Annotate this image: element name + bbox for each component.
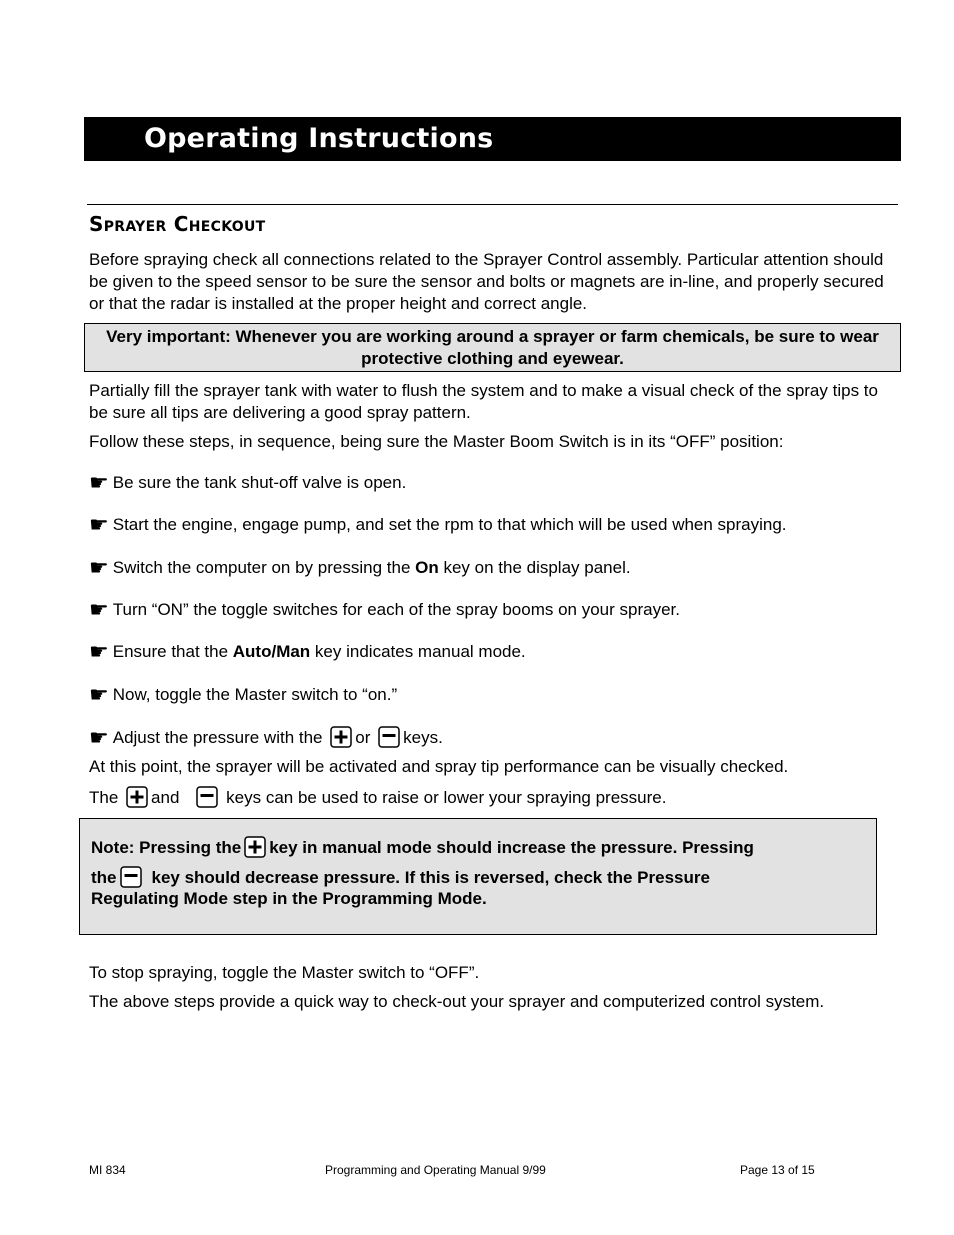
result-line: At this point, the sprayer will be activated and spray tip performance can be visually checked. (89, 757, 789, 776)
minus-key-icon (378, 726, 400, 748)
plus-key-icon (244, 836, 266, 858)
footer-manual-title: Programming and Operating Manual 9/99 (325, 1163, 546, 1177)
fill-paragraph: Partially fill the sprayer tank with water to flush the system and to make a visual check of the spray tips to be sure all tips are delivering a good spray pattern. (89, 381, 878, 422)
pointing-hand-icon: ☛ (89, 682, 109, 707)
pointing-hand-icon: ☛ (89, 470, 109, 495)
list-item: ☛ Be sure the tank shut-off valve is open. (89, 470, 407, 495)
minus-key-icon (120, 866, 142, 888)
divider (87, 204, 898, 205)
intro-paragraph: Before spraying check all connections related to the Sprayer Control assembly. Particular attention should be given to the speed sensor to be sure the sensor and bolts or magnets are in-line, and properly secured or that the radar is installed at the proper height and correct angle. (89, 250, 884, 313)
section-banner (84, 117, 901, 161)
list-item: ☛ Turn “ON” the toggle switches for each of the spray booms on your sprayer. (89, 597, 680, 622)
list-item: ☛ Start the engine, engage pump, and set the rpm to that which will be used when spraying. (89, 512, 787, 537)
result-line-keys: The and keys can be used to raise or lower your spraying pressure. (89, 788, 667, 807)
note-box (79, 818, 877, 935)
warning-box (84, 323, 901, 372)
page-title: Operating Instructions (144, 123, 494, 154)
pointing-hand-icon: ☛ (89, 725, 109, 750)
stop-paragraph: To stop spraying, toggle the Master switch to “OFF”. (89, 963, 480, 982)
list-item: ☛ Now, toggle the Master switch to “on.” (89, 682, 398, 707)
list-item: ☛ Adjust the pressure with the or keys. (89, 725, 443, 750)
note-line: Regulating Mode step in the Programming Mode. (91, 889, 487, 908)
note-line: Note: Pressing the key in manual mode should increase the pressure. Pressing (91, 838, 754, 857)
pointing-hand-icon: ☛ (89, 512, 109, 537)
list-item: ☛ Switch the computer on by pressing the On key on the display panel. (89, 555, 631, 580)
plus-key-icon (126, 786, 148, 808)
pointing-hand-icon: ☛ (89, 639, 109, 664)
pointing-hand-icon: ☛ (89, 555, 109, 580)
section-title: Sprayer Checkout (89, 212, 266, 236)
steps-intro: Follow these steps, in sequence, being sure the Master Boom Switch is in its “OFF” position: (89, 432, 784, 451)
footer-doc-id: MI 834 (89, 1163, 126, 1177)
footer-page-number: Page 13 of 15 (740, 1163, 815, 1177)
warning-text: Very important: Whenever you are working around a sprayer or farm chemicals, be sure to wear protective clothing and eyewear. (106, 327, 879, 368)
note-line: the key should decrease pressure. If this is reversed, check the Pressure (91, 868, 710, 887)
closing-paragraph: The above steps provide a quick way to check-out your sprayer and computerized control system. (89, 992, 825, 1011)
plus-key-icon (330, 726, 352, 748)
list-item: ☛ Ensure that the Auto/Man key indicates manual mode. (89, 639, 526, 664)
pointing-hand-icon: ☛ (89, 597, 109, 622)
minus-key-icon (196, 786, 218, 808)
